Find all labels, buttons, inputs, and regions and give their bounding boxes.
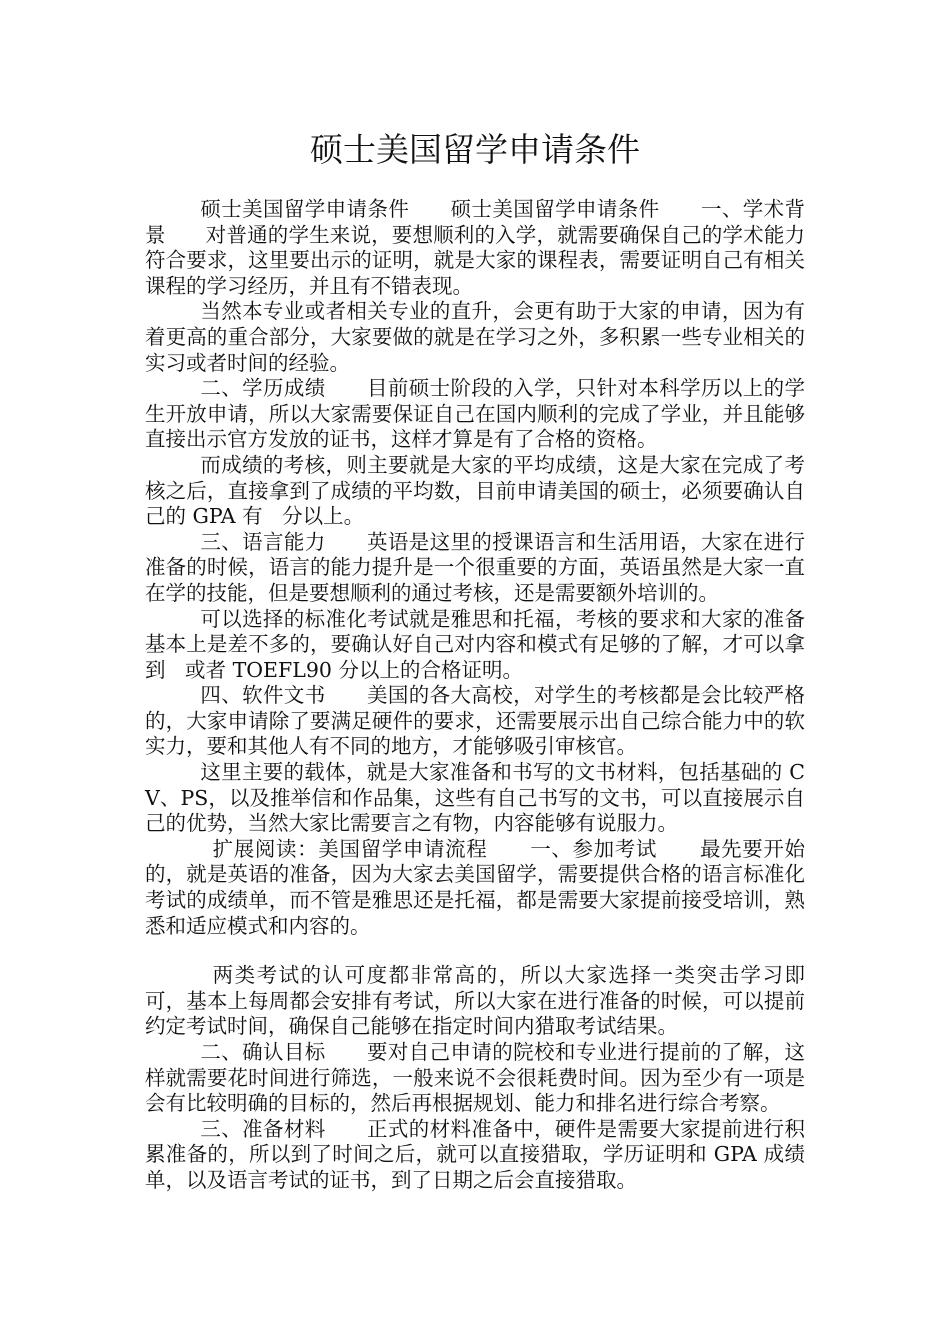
paragraph-document-materials: 这里主要的载体，就是大家准备和书写的文书材料，包括基础的 CV、PS，以及推举信和作品集，这些有自己书写的文书，可以直接展示自己的优势，当然大家比需要言之有物，内容能够有说服力。 [145,760,805,836]
paragraph-language-ability: 三、语言能力 英语是这里的授课语言和生活用语，大家在进行准备的时候，语言的能力提升是一个很重要的方面，英语虽然是大家一直在学的技能，但是要想顺利的通过考核，还是需要额外培训的。 [145,529,805,605]
document-title: 硕士美国留学申请条件 [310,130,640,169]
paragraph-confirm-target: 二、确认目标 要对自己申请的院校和专业进行提前的了解，这样就需要花时间进行筛选，一般来说不会很耗费时间。因为至少有一项是会有比较明确的目标的，然后再根据规划、能力和排名进行综合考察。 [145,1040,805,1116]
document-body [145,197,805,1194]
paragraph-standardized-tests: 可以选择的标准化考试就是雅思和托福，考核的要求和大家的准备基本上是差不多的，要确认好自己对内容和模式有足够的了解，才可以拿到 或者 TOEFL90 分以上的合格证明。 [145,606,805,682]
paragraph-prepare-materials: 三、准备材料 正式的材料准备中，硬件是需要大家提前进行积累准备的，所以到了时间之后，就可以直接猎取，学历证明和 GPA 成绩单，以及语言考试的证书，到了日期之后会直接猎取。 [145,1116,805,1192]
paragraph-gap [145,939,805,963]
paragraph-exam-recognition: 两类考试的认可度都非常高的，所以大家选择一类突击学习即可，基本上每周都会安排有考试，所以大家在进行准备的时候，可以提前约定考试时间，确保自己能够在指定时间内猎取考试结果。 [145,963,805,1039]
paragraph-extended-reading: 扩展阅读：美国留学申请流程 一、参加考试 最先要开始的，就是英语的准备，因为大家去美国留学，需要提供合格的语言标准化考试的成绩单，而不管是雅思还是托福，都是需要大家提前接受培训，熟悉和适应模式和内容的。 [145,836,805,938]
paragraph-soft-documents: 四、软件文书 美国的各大高校，对学生的考核都是会比较严格的，大家申请除了要满足硬件的要求，还需要展示出自己综合能力中的软实力，要和其他人有不同的地方，才能够吸引审核官。 [145,683,805,759]
paragraph-gpa-assessment: 而成绩的考核，则主要就是大家的平均成绩，这是大家在完成了考核之后，直接拿到了成绩的平均数，目前申请美国的硕士，必须要确认自己的 GPA 有 分以上。 [145,452,805,529]
paragraph-education-record: 二、学历成绩 目前硕士阶段的入学，只针对本科学历以上的学生开放申请，所以大家需要保证自己在国内顺利的完成了学业，并且能够直接出示官方发放的证书，这样才算是有了合格的资格。 [145,376,805,452]
paragraph-intro-academic-background: 硕士美国留学申请条件 硕士美国留学申请条件 一、学术背景 对普通的学生来说，要想顺利的入学，就需要确保自己的学术能力符合要求，这里要出示的证明，就是大家的课程表，需要证明自己有相关课程的学习经历，并且有不错表现。 [145,197,805,298]
paragraph-related-major: 当然本专业或者相关专业的直升，会更有助于大家的申请，因为有着更高的重合部分，大家要做的就是在学习之外，多积累一些专业相关的实习或者时间的经验。 [145,299,805,375]
